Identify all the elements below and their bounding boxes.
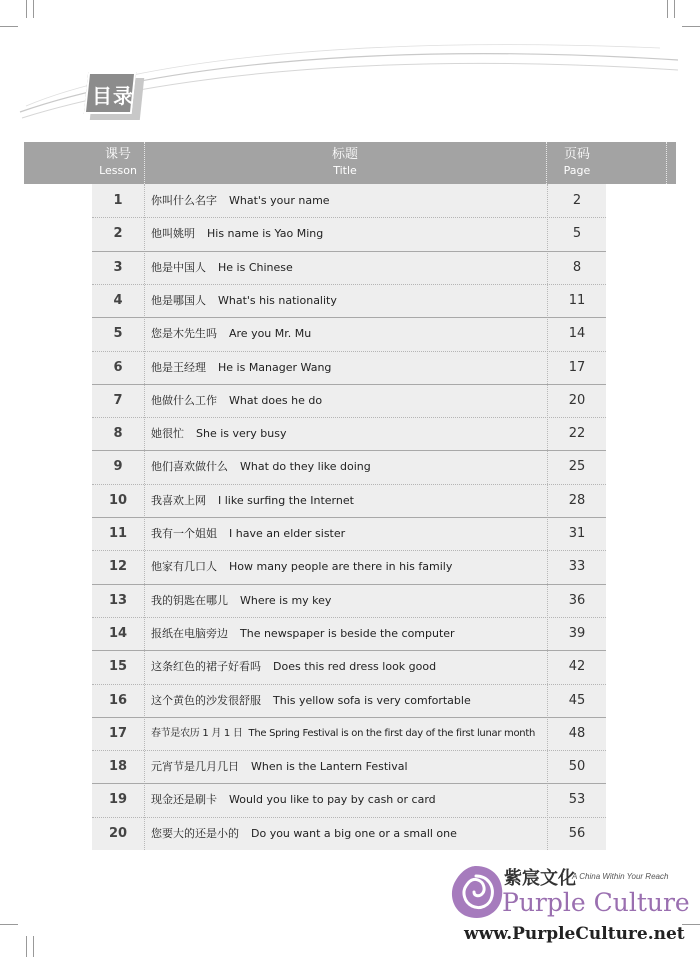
lesson-title-zh: 这条红色的裙子好看吗 (151, 660, 261, 674)
lesson-number: 11 (108, 526, 128, 541)
lesson-header-zh: 课号 (104, 147, 131, 162)
lesson-page-number: 17 (568, 359, 586, 375)
lesson-column-header (92, 142, 144, 184)
table-row (92, 217, 606, 250)
lesson-title-zh: 她很忙 (151, 427, 184, 441)
lesson-title-en: Where is my key (240, 593, 332, 607)
lesson-page-number: 8 (572, 259, 582, 275)
lesson-title (151, 384, 322, 417)
crop-mark (33, 936, 34, 957)
lesson-title-en: The Spring Festival is on the first day of the first lunar month (248, 727, 535, 739)
table-row (92, 517, 606, 550)
lesson-page-number: 11 (568, 292, 586, 308)
lesson-page-number: 20 (568, 392, 586, 408)
title-header-en: Title (333, 164, 357, 177)
lesson-title (151, 351, 331, 384)
lesson-number: 8 (113, 426, 123, 442)
table-row (92, 650, 606, 683)
table-row (92, 184, 606, 217)
lesson-number: 15 (108, 659, 128, 675)
lesson-title-zh: 他是哪国人 (151, 293, 206, 307)
table-row (92, 783, 606, 816)
table-row (92, 750, 606, 783)
table-header (24, 142, 676, 184)
lesson-title-zh: 春节是农历 1 月 1 日 (151, 727, 243, 739)
lesson-title (151, 750, 408, 783)
lesson-page-number: 22 (568, 426, 586, 442)
lesson-title-zh: 我的钥匙在哪儿 (151, 593, 228, 607)
row-divider (92, 783, 606, 784)
lesson-title-en: I have an elder sister (229, 527, 346, 540)
lesson-title-en: He is Manager Wang (218, 360, 332, 374)
lesson-number: 2 (113, 226, 123, 242)
table-row (92, 384, 606, 417)
lesson-title-zh: 我喜欢上网 (151, 493, 206, 507)
lesson-title (151, 717, 535, 750)
lesson-number: 3 (113, 259, 123, 275)
lesson-page-number: 56 (568, 825, 586, 841)
lesson-title-zh: 他叫姚明 (151, 227, 195, 241)
lesson-page-number: 53 (568, 792, 586, 808)
lesson-number: 10 (108, 492, 128, 508)
lesson-title (151, 584, 331, 617)
lesson-title-zh: 他是中国人 (151, 260, 206, 274)
row-divider (92, 284, 606, 285)
logo-tagline: A China Within Your Reach (572, 872, 669, 881)
row-divider (92, 717, 606, 718)
page-header-en: Page (563, 164, 591, 177)
lesson-title-en: Are you Mr. Mu (229, 327, 312, 341)
lesson-title (151, 184, 330, 217)
lesson-title-zh: 报纸在电脑旁边 (151, 626, 228, 640)
lesson-title-zh: 元宵节是几月几日 (151, 760, 239, 774)
logo-brand-name: Purple Culture (502, 888, 690, 917)
page-header-zh: 页码 (563, 147, 590, 162)
table-row (92, 484, 606, 517)
title-header-zh: 标题 (331, 147, 358, 162)
row-divider (92, 217, 606, 218)
row-divider (92, 417, 606, 418)
row-divider (92, 817, 606, 818)
lesson-page-number: 33 (568, 559, 586, 575)
lesson-title (151, 484, 354, 517)
table-row (92, 717, 606, 750)
lesson-page-number: 2 (572, 193, 582, 208)
lesson-title-en: When is the Lantern Festival (251, 760, 408, 774)
header-divider (666, 142, 667, 184)
lesson-title-en: The newspaper is beside the computer (240, 626, 455, 640)
lesson-header-en: Lesson (99, 164, 137, 177)
lesson-title (151, 684, 471, 717)
logo-chinese-name: 紫宸文化 (504, 868, 576, 889)
lesson-title (151, 217, 323, 250)
lesson-title (151, 783, 436, 816)
lesson-page-number: 39 (568, 625, 586, 641)
lesson-title-zh: 你叫什么名字 (151, 194, 217, 207)
title-column-header (145, 142, 545, 184)
table-row (92, 550, 606, 583)
lesson-title-en: She is very busy (196, 427, 287, 441)
lesson-number: 12 (108, 559, 128, 575)
lesson-title (151, 450, 371, 483)
lesson-number: 4 (113, 292, 123, 308)
crop-mark (0, 924, 18, 925)
lesson-title (151, 517, 345, 550)
lesson-title-en: Do you want a big one or a small one (251, 826, 457, 840)
table-row (92, 617, 606, 650)
lesson-number: 16 (108, 692, 128, 708)
contents-heading: 目录 (92, 84, 134, 108)
lesson-title-zh: 您要大的还是小的 (151, 826, 239, 840)
lesson-title-zh: 他家有几口人 (151, 560, 217, 574)
lesson-page-number: 14 (568, 326, 586, 342)
lesson-page-number: 48 (568, 725, 586, 741)
table-row (92, 417, 606, 450)
lesson-number: 7 (113, 392, 123, 408)
row-divider (92, 384, 606, 385)
table-row (92, 450, 606, 483)
contents-badge (86, 72, 144, 120)
lesson-title-en: What's his nationality (218, 293, 337, 307)
lesson-number: 14 (108, 625, 128, 641)
lesson-title (151, 417, 287, 450)
lesson-title (151, 317, 311, 350)
row-divider (92, 251, 606, 252)
lesson-title-en: Would you like to pay by cash or card (229, 793, 436, 807)
logo-emblem-icon (446, 862, 506, 926)
lesson-number: 19 (108, 792, 128, 808)
lesson-title-zh: 这个黄色的沙发很舒服 (151, 693, 261, 707)
table-row (92, 284, 606, 317)
lesson-title (151, 284, 337, 317)
lesson-title-zh: 您是木先生吗 (151, 327, 217, 341)
lesson-number: 9 (113, 459, 123, 475)
lesson-title (151, 817, 457, 850)
page-column-header (547, 142, 607, 184)
lesson-title-zh: 现金还是刷卡 (151, 793, 217, 807)
lesson-title-zh: 他做什么工作 (151, 393, 217, 407)
lesson-title-en: Does this red dress look good (273, 660, 437, 674)
lesson-page-number: 42 (568, 659, 586, 675)
row-divider (92, 484, 606, 485)
table-row (92, 351, 606, 384)
lesson-page-number: 28 (568, 492, 586, 508)
lesson-title-en: What does he do (229, 393, 323, 407)
contents-table (92, 184, 606, 850)
crop-mark (26, 936, 27, 957)
lesson-page-number: 25 (568, 459, 586, 475)
row-divider (92, 750, 606, 751)
lesson-page-number: 45 (568, 692, 586, 708)
lesson-title-en: I like surfing the Internet (218, 493, 354, 507)
lesson-number: 1 (113, 193, 123, 208)
lesson-title-en: This yellow sofa is very comfortable (273, 693, 471, 707)
row-divider (92, 317, 606, 318)
lesson-page-number: 31 (568, 526, 586, 541)
lesson-number: 17 (108, 725, 128, 741)
lesson-title-en: What do they like doing (240, 460, 371, 474)
lesson-title-en: What's your name (229, 194, 330, 207)
lesson-title-en: He is Chinese (218, 260, 293, 274)
lesson-title-zh: 他们喜欢做什么 (151, 460, 228, 474)
lesson-title (151, 550, 452, 583)
row-divider (92, 450, 606, 451)
lesson-title (151, 617, 455, 650)
row-divider (92, 650, 606, 651)
row-divider (92, 684, 606, 685)
lesson-title-zh: 我有一个姐姐 (151, 527, 217, 540)
row-divider (92, 517, 606, 518)
logo-url: www.PurpleCulture.net (464, 924, 685, 944)
table-row (92, 317, 606, 350)
row-divider (92, 351, 606, 352)
purple-culture-logo (446, 862, 696, 946)
lesson-title-en: His name is Yao Ming (207, 227, 324, 241)
table-row (92, 684, 606, 717)
lesson-number: 20 (108, 825, 128, 841)
lesson-page-number: 50 (568, 759, 586, 775)
row-divider (92, 550, 606, 551)
table-row (92, 584, 606, 617)
lesson-title (151, 251, 293, 284)
lesson-number: 5 (113, 326, 123, 342)
table-row (92, 817, 606, 850)
lesson-number: 6 (113, 359, 123, 375)
lesson-page-number: 36 (568, 592, 586, 608)
lesson-number: 13 (108, 592, 128, 608)
lesson-title-zh: 他是王经理 (151, 360, 206, 374)
lesson-title-en: How many people are there in his family (229, 560, 453, 574)
lesson-page-number: 5 (572, 226, 582, 242)
lesson-title (151, 650, 436, 683)
table-row (92, 251, 606, 284)
row-divider (92, 584, 606, 585)
row-divider (92, 617, 606, 618)
lesson-number: 18 (108, 759, 128, 775)
